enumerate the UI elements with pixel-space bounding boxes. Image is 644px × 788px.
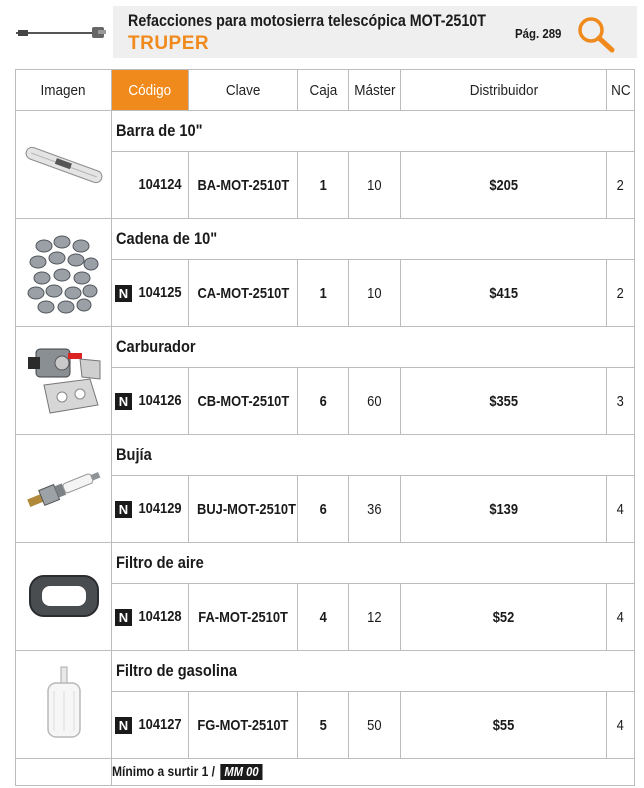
column-header-box: Caja xyxy=(298,70,349,111)
product-key: BUJ-MOT-2510T xyxy=(189,476,298,543)
product-price: $139 xyxy=(401,476,607,543)
column-header-code[interactable]: Código xyxy=(112,70,189,111)
chain-image xyxy=(16,219,112,327)
chainsaw-thumbnail-image xyxy=(14,22,108,42)
new-badge: N xyxy=(115,609,132,626)
product-key: FA-MOT-2510T xyxy=(189,584,298,651)
product-name: Bujía xyxy=(112,435,635,476)
product-code: N 104126 xyxy=(112,368,189,435)
column-header-master: Máster xyxy=(349,70,401,111)
product-nc: 4 xyxy=(607,584,635,651)
product-name-row xyxy=(16,435,635,476)
product-code: N 104128 xyxy=(112,584,189,651)
parts-table xyxy=(15,69,635,786)
product-price: $415 xyxy=(401,260,607,327)
carburetor-image xyxy=(16,327,112,435)
product-key: CA-MOT-2510T xyxy=(189,260,298,327)
column-header-image: Imagen xyxy=(16,70,112,111)
spark-plug-image xyxy=(16,435,112,543)
table-header-row xyxy=(16,70,635,111)
product-box: 6 xyxy=(298,476,349,543)
product-master: 12 xyxy=(349,584,401,651)
column-header-nc: NC xyxy=(607,70,635,111)
product-name-row xyxy=(16,543,635,584)
product-price: $205 xyxy=(401,152,607,219)
product-code: 104124 xyxy=(112,152,189,219)
minimum-order-note: Mínimo a surtir 1 / MM 00 xyxy=(112,759,635,786)
product-box: 1 xyxy=(298,152,349,219)
product-nc: 3 xyxy=(607,368,635,435)
product-master: 10 xyxy=(349,152,401,219)
brand-logo: TRUPER xyxy=(128,33,210,54)
new-badge: N xyxy=(115,717,132,734)
product-key: BA-MOT-2510T xyxy=(189,152,298,219)
guide-bar-image xyxy=(16,111,112,219)
new-badge: N xyxy=(115,285,132,302)
product-master: 50 xyxy=(349,692,401,759)
product-code: N 104127 xyxy=(112,692,189,759)
product-box: 1 xyxy=(298,260,349,327)
product-nc: 4 xyxy=(607,476,635,543)
product-name-row xyxy=(16,219,635,260)
column-header-key: Clave xyxy=(189,70,298,111)
product-code: N 104129 xyxy=(112,476,189,543)
product-master: 60 xyxy=(349,368,401,435)
product-name-row xyxy=(16,111,635,152)
product-price: $55 xyxy=(401,692,607,759)
product-master: 10 xyxy=(349,260,401,327)
page-number: Pág. 289 xyxy=(515,26,562,41)
magnifier-icon[interactable] xyxy=(574,14,618,54)
product-name-row xyxy=(16,327,635,368)
product-price: $355 xyxy=(401,368,607,435)
table-footer-row xyxy=(16,759,635,786)
product-box: 4 xyxy=(298,584,349,651)
product-master: 36 xyxy=(349,476,401,543)
page-title: Refacciones para motosierra telescópica MOT-2510T xyxy=(128,11,486,30)
product-key: FG-MOT-2510T xyxy=(189,692,298,759)
product-price: $52 xyxy=(401,584,607,651)
new-badge: N xyxy=(115,501,132,518)
new-badge: N xyxy=(115,393,132,410)
product-key: CB-MOT-2510T xyxy=(189,368,298,435)
column-header-distributor: Distribuidor xyxy=(401,70,607,111)
product-name: Filtro de gasolina xyxy=(112,651,635,692)
product-code: N 104125 xyxy=(112,260,189,327)
air-filter-image xyxy=(16,543,112,651)
mm-badge: MM 00 xyxy=(220,764,263,780)
product-nc: 2 xyxy=(607,152,635,219)
product-nc: 2 xyxy=(607,260,635,327)
product-name: Cadena de 10" xyxy=(112,219,635,260)
product-name: Carburador xyxy=(112,327,635,368)
product-box: 6 xyxy=(298,368,349,435)
product-name-row xyxy=(16,651,635,692)
product-name: Filtro de aire xyxy=(112,543,635,584)
product-box: 5 xyxy=(298,692,349,759)
fuel-filter-image xyxy=(16,651,112,759)
product-name: Barra de 10" xyxy=(112,111,635,152)
product-nc: 4 xyxy=(607,692,635,759)
